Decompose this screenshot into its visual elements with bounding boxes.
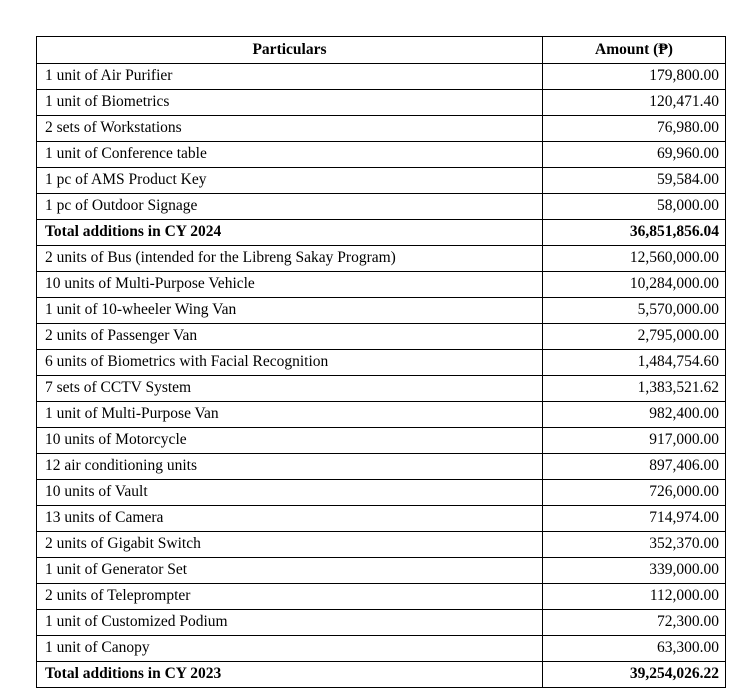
amount-cell: 72,300.00 bbox=[543, 610, 726, 636]
table-row bbox=[37, 506, 726, 532]
column-header-particulars: Particulars bbox=[37, 37, 543, 64]
particulars-cell: 1 unit of Multi-Purpose Van bbox=[37, 402, 543, 428]
table-row bbox=[37, 610, 726, 636]
particulars-cell: 10 units of Multi-Purpose Vehicle bbox=[37, 272, 543, 298]
table-row bbox=[37, 402, 726, 428]
column-header-amount: Amount (₱) bbox=[543, 37, 726, 64]
amount-cell: 10,284,000.00 bbox=[543, 272, 726, 298]
amount-cell: 59,584.00 bbox=[543, 168, 726, 194]
table-row bbox=[37, 480, 726, 506]
table-row bbox=[37, 428, 726, 454]
particulars-cell: 1 pc of Outdoor Signage bbox=[37, 194, 543, 220]
particulars-cell: 2 units of Gigabit Switch bbox=[37, 532, 543, 558]
amount-cell: 76,980.00 bbox=[543, 116, 726, 142]
amount-cell: 120,471.40 bbox=[543, 90, 726, 116]
table-row bbox=[37, 90, 726, 116]
particulars-cell: 13 units of Camera bbox=[37, 506, 543, 532]
amount-cell: 982,400.00 bbox=[543, 402, 726, 428]
particulars-cell: 7 sets of CCTV System bbox=[37, 376, 543, 402]
particulars-cell: Total additions in CY 2023 bbox=[37, 662, 543, 688]
particulars-cell: 6 units of Biometrics with Facial Recognition bbox=[37, 350, 543, 376]
amount-cell: 1,484,754.60 bbox=[543, 350, 726, 376]
particulars-cell: 2 units of Passenger Van bbox=[37, 324, 543, 350]
table-row bbox=[37, 376, 726, 402]
amount-cell: 69,960.00 bbox=[543, 142, 726, 168]
particulars-cell: 2 units of Bus (intended for the Libreng Sakay Program) bbox=[37, 246, 543, 272]
particulars-cell: 10 units of Vault bbox=[37, 480, 543, 506]
particulars-cell: 10 units of Motorcycle bbox=[37, 428, 543, 454]
amount-cell: 179,800.00 bbox=[543, 64, 726, 90]
particulars-cell: 1 unit of Canopy bbox=[37, 636, 543, 662]
amount-cell: 5,570,000.00 bbox=[543, 298, 726, 324]
particulars-cell: Total additions in CY 2024 bbox=[37, 220, 543, 246]
particulars-cell: 1 unit of Conference table bbox=[37, 142, 543, 168]
table-row bbox=[37, 194, 726, 220]
amount-cell: 339,000.00 bbox=[543, 558, 726, 584]
particulars-cell: 1 unit of Generator Set bbox=[37, 558, 543, 584]
table-row bbox=[37, 324, 726, 350]
amount-cell: 58,000.00 bbox=[543, 194, 726, 220]
particulars-cell: 1 unit of Biometrics bbox=[37, 90, 543, 116]
table-row bbox=[37, 246, 726, 272]
table-row bbox=[37, 662, 726, 688]
particulars-cell: 2 units of Teleprompter bbox=[37, 584, 543, 610]
table-body bbox=[37, 64, 726, 688]
particulars-cell: 2 sets of Workstations bbox=[37, 116, 543, 142]
additions-table bbox=[36, 36, 726, 688]
table-row bbox=[37, 298, 726, 324]
table-row bbox=[37, 584, 726, 610]
table-row bbox=[37, 220, 726, 246]
amount-cell: 352,370.00 bbox=[543, 532, 726, 558]
amount-cell: 714,974.00 bbox=[543, 506, 726, 532]
amount-cell: 39,254,026.22 bbox=[543, 662, 726, 688]
table-row bbox=[37, 168, 726, 194]
table-row bbox=[37, 272, 726, 298]
table-row bbox=[37, 64, 726, 90]
amount-cell: 12,560,000.00 bbox=[543, 246, 726, 272]
amount-cell: 917,000.00 bbox=[543, 428, 726, 454]
amount-cell: 1,383,521.62 bbox=[543, 376, 726, 402]
amount-cell: 726,000.00 bbox=[543, 480, 726, 506]
table-row bbox=[37, 558, 726, 584]
particulars-cell: 1 unit of 10-wheeler Wing Van bbox=[37, 298, 543, 324]
amount-cell: 36,851,856.04 bbox=[543, 220, 726, 246]
particulars-cell: 12 air conditioning units bbox=[37, 454, 543, 480]
table-row bbox=[37, 636, 726, 662]
particulars-cell: 1 pc of AMS Product Key bbox=[37, 168, 543, 194]
table-row bbox=[37, 532, 726, 558]
particulars-cell: 1 unit of Customized Podium bbox=[37, 610, 543, 636]
particulars-cell: 1 unit of Air Purifier bbox=[37, 64, 543, 90]
table-row bbox=[37, 116, 726, 142]
amount-cell: 112,000.00 bbox=[543, 584, 726, 610]
table-row bbox=[37, 454, 726, 480]
table-row bbox=[37, 350, 726, 376]
table-row bbox=[37, 142, 726, 168]
amount-cell: 2,795,000.00 bbox=[543, 324, 726, 350]
amount-cell: 897,406.00 bbox=[543, 454, 726, 480]
header-row bbox=[37, 37, 726, 64]
amount-cell: 63,300.00 bbox=[543, 636, 726, 662]
